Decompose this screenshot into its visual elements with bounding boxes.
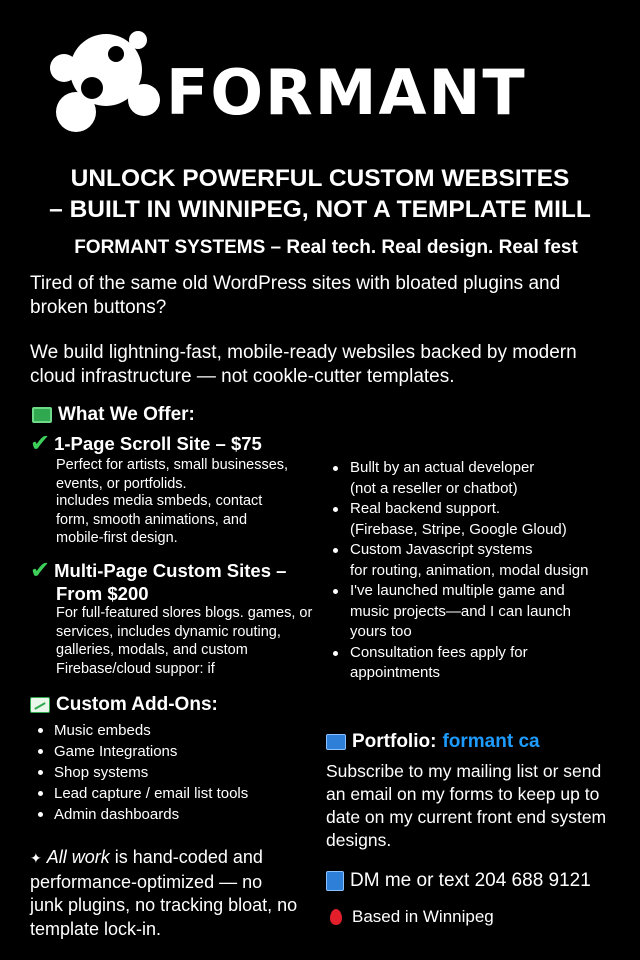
addon-item: Music embeds [34, 720, 314, 741]
folder-icon [326, 734, 346, 750]
addon-item: Admin dashboards [34, 804, 314, 825]
feature-list [326, 458, 626, 684]
feature-item: Bullt by an actual developer (not a reseller or chatbot) [326, 458, 626, 499]
portfolio-label: Portfolio: [352, 731, 437, 752]
offer-item-2-desc: For full-featured slores blogs. games, or services, includes dynamic routing, galleries, modals, and custom Firebase/cloud suppor: if [56, 605, 313, 677]
intro-paragraph-2: We build lightning-fast, mobile-ready websiles backed by modern cloud infrastructure — not cookle-cutter templates. [30, 342, 577, 387]
computer-icon [32, 407, 52, 423]
offer-item-1-title: ✔ 1-Page Scroll Site – $75 [30, 430, 262, 457]
offer-item-2-title: ✔ Multi-Page Custom Sites – From $200 [30, 557, 287, 604]
feature-item: Custom Javascript systems for routing, animation, modal dusign [326, 540, 626, 581]
offer-title-text: What We Offer: [58, 404, 195, 425]
feature-item: I've launched multiple game and music projects—and I can launch yours too [326, 581, 626, 643]
logo-circle-right [128, 84, 160, 116]
addons-list [34, 720, 314, 825]
notebook-icon [326, 871, 344, 891]
closing-statement [30, 846, 300, 941]
intro-paragraph-1: Tired of the same old WordPress sites with bloated plugins and broken buttons? [30, 273, 561, 318]
feature-item: Consultation fees apply for appointments [326, 643, 626, 684]
headline [0, 163, 640, 225]
subscribe-text: Subscribe to my mailing list or send an email on my forms to keep up to date on my current front end system designs. [326, 761, 607, 850]
headline-line-2: – BUILT IN WINNIPEG, NOT A TEMPLATE MILL [49, 196, 591, 223]
check-icon: ✔ [30, 557, 51, 584]
check-icon: ✔ [30, 430, 51, 457]
portfolio-link[interactable]: formant ca [442, 731, 540, 752]
offer-item-1-extra: includes media smbeds, contact form, smooth animations, and mobile-first design. [56, 493, 263, 546]
contact-dm: DM me or text 204 688 9121 [350, 870, 591, 891]
feature-item: Real backend support. (Firebase, Stripe, Google Gloud) [326, 499, 626, 540]
location-pin-icon [330, 909, 342, 925]
addon-item: Shop systems [34, 762, 314, 783]
logo-circle-small-top [50, 54, 78, 82]
addon-item: Game Integrations [34, 741, 314, 762]
logo-circle-top-right [129, 31, 147, 49]
chart-icon [30, 697, 50, 713]
sparkle-icon: ✦ [30, 850, 42, 866]
offer-section-title [32, 403, 195, 427]
brand-wordmark: FORMANT [166, 56, 527, 129]
closing-emphasis: All work [46, 847, 110, 867]
location-row [330, 905, 494, 929]
addons-section-title: Custom Add-Ons: [30, 693, 218, 717]
closing-rest: is hand-coded and performance-optimized — no junk plugins, no tracking bloat, no template lock-in. [30, 847, 298, 939]
location-text: Based in Winnipeg [352, 907, 494, 926]
offer-item-1-desc: Perfect for artists, small businesses, events, or portfolids. [56, 457, 289, 492]
portfolio-row [326, 730, 540, 754]
subheadline: FORMANT SYSTEMS – Real tech. Real design. Real fest [74, 237, 578, 258]
addon-item: Lead capture / email list tools [34, 783, 314, 804]
contact-row [326, 869, 591, 893]
headline-line-1: UNLOCK POWERFUL CUSTOM WEBSITES [70, 165, 570, 192]
